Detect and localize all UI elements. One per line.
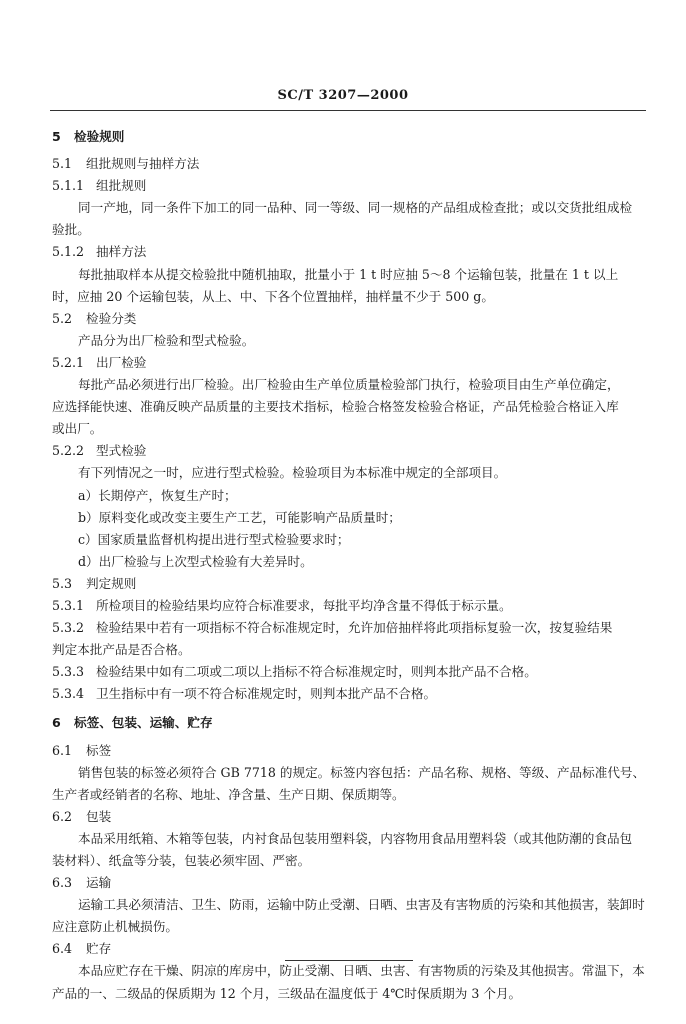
subsection-heading: [52, 352, 646, 374]
subsection-number: 5.3: [52, 575, 73, 591]
section-heading: [52, 126, 646, 148]
document-body: [52, 126, 646, 1005]
subsection-number: 5.1.1: [52, 178, 85, 194]
footer-rule: [285, 960, 413, 961]
section-number: 5: [52, 129, 61, 144]
paragraph-line: 运输工具必须清洁、卫生、防雨，运输中防止受潮、日晒、虫害及有害物质的污染和其他损害，装卸时: [78, 897, 645, 913]
paragraph-line: 应选择能快速、准确反映产品质量的主要技术指标，检验合格签发检验合格证，产品凭检验合格证入库: [52, 399, 619, 415]
clause-text: 所检项目的检验结果均应符合标准要求，每批平均净含量不得低于标示量。: [96, 597, 512, 613]
clause-number: 5.3.1: [52, 597, 85, 613]
subsection-title: 检验分类: [86, 310, 137, 326]
subsection-title: 贮存: [86, 941, 112, 957]
subsection-heading: [52, 938, 646, 960]
list-item: a）长期停产，恢复生产时；: [78, 487, 237, 503]
subsection-number: 5.1: [52, 156, 73, 172]
clause-number: 5.3.2: [52, 620, 85, 636]
header-rule: [50, 110, 646, 111]
subsection-title: 标签: [86, 742, 112, 758]
clause-line: [52, 595, 646, 617]
subsection-number: 6.2: [52, 808, 73, 824]
clause-text: 检验结果中若有一项指标不符合标准规定时，允许加倍抽样将此项指标复验一次，按复验结果: [96, 620, 613, 636]
paragraph-line: 本品应贮存在干燥、阴凉的库房中，防止受潮、日晒、虫害、有害物质的污染及其他损害。常温下，本: [78, 963, 645, 979]
subsection-title: 抽样方法: [96, 244, 147, 260]
subsection-heading: [52, 175, 646, 197]
list-item: c）国家质量监督机构提出进行型式检验要求时；: [78, 531, 350, 547]
clause-number: 5.3.3: [52, 664, 85, 680]
subsection-title: 组批规则: [96, 178, 147, 194]
subsection-title: 出厂检验: [96, 354, 147, 370]
paragraph-line: 产品的一、二级品的保质期为 12 个月，三级品在温度低于 4℃时保质期为 3 个月。: [52, 985, 522, 1001]
subsection-heading: [52, 740, 646, 762]
clause-text: 卫生指标中有一项不符合标准规定时，则判本批产品不合格。: [96, 686, 437, 702]
subsection-number: 6.3: [52, 875, 73, 891]
clause-text: 检验结果中如有二项或二项以上指标不符合标准规定时，则判本批产品不合格。: [96, 664, 537, 680]
subsection-number: 6.4: [52, 941, 73, 957]
subsection-heading: [52, 440, 646, 462]
subsection-heading: [52, 573, 646, 595]
paragraph-line: 装材料）、纸盒等分装，包装必须牢固、严密。: [52, 853, 311, 868]
subsection-number: 5.2: [52, 310, 73, 326]
subsection-title: 型式检验: [96, 443, 147, 459]
clause-line: [52, 661, 646, 683]
subsection-heading: [52, 308, 646, 330]
paragraph-line: 时，应抽 20 个运输包装，从上、中、下各个位置抽样，抽样量不少于 500 g。: [52, 288, 494, 304]
paragraph-line: 本品采用纸箱、木箱等包装，内衬食品包装用塑料袋，内容物用食品用塑料袋（或其他防潮的食品包: [78, 830, 633, 846]
clause-number: 5.3.4: [52, 686, 85, 702]
subsection-title: 包装: [86, 808, 112, 824]
subsection-title: 组批规则与抽样方法: [86, 156, 200, 172]
section-number: 6: [52, 715, 61, 731]
subsection-heading: [52, 806, 646, 828]
paragraph-line: 有下列情况之一时，应进行型式检验。检验项目为本标准中规定的全部项目。: [78, 465, 507, 481]
subsection-heading: [52, 241, 646, 263]
paragraph-line: 产品分为出厂检验和型式检验。: [78, 332, 255, 348]
clause-line: 判定本批产品是否合格。: [52, 642, 191, 658]
subsection-title: 运输: [86, 875, 112, 891]
subsection-number: 5.2.1: [52, 354, 85, 370]
paragraph-line: 每批产品必须进行出厂检验。出厂检验由生产单位质量检验部门执行，检验项目由生产单位确定，: [78, 377, 620, 393]
section-title: 标签、包装、运输、贮存: [74, 715, 213, 731]
section-heading: [52, 712, 646, 734]
paragraph-line: 验批。: [52, 222, 90, 238]
paragraph-line: 应注意防止机械损伤。: [52, 919, 178, 935]
paragraph-line: 同一产地，同一条件下加工的同一品种、同一等级、同一规格的产品组成检查批；或以交货批组成检: [78, 200, 633, 216]
paragraph-line: 生产者或经销者的名称、地址、净含量、生产日期、保质期等。: [52, 786, 405, 802]
subsection-number: 6.1: [52, 742, 73, 758]
subsection-number: 5.1.2: [52, 244, 85, 260]
section-title: 检验规则: [74, 129, 125, 144]
subsection-heading: [52, 153, 646, 175]
standard-code-header: SC/T 3207—2000: [277, 88, 409, 103]
paragraph-line: 销售包装的标签必须符合 GB 7718 的规定。标签内容包括：产品名称、规格、等级、产品标准代号、: [78, 764, 646, 780]
clause-line: [52, 617, 646, 639]
subsection-title: 判定规则: [86, 575, 137, 591]
subsection-heading: [52, 872, 646, 894]
list-item: b）原料变化或改变主要生产工艺，可能影响产品质量时；: [78, 509, 401, 525]
clause-line: [52, 683, 646, 705]
paragraph-line: 或出厂。: [52, 421, 103, 437]
subsection-number: 5.2.2: [52, 443, 85, 459]
paragraph-line: 每批抽取样本从提交检验批中随机抽取，批量小于 1 t 时应抽 5～8 个运输包装，批量在 1 t 以上: [78, 266, 619, 282]
list-item: d）出厂检验与上次型式检验有大差异时。: [78, 553, 313, 569]
